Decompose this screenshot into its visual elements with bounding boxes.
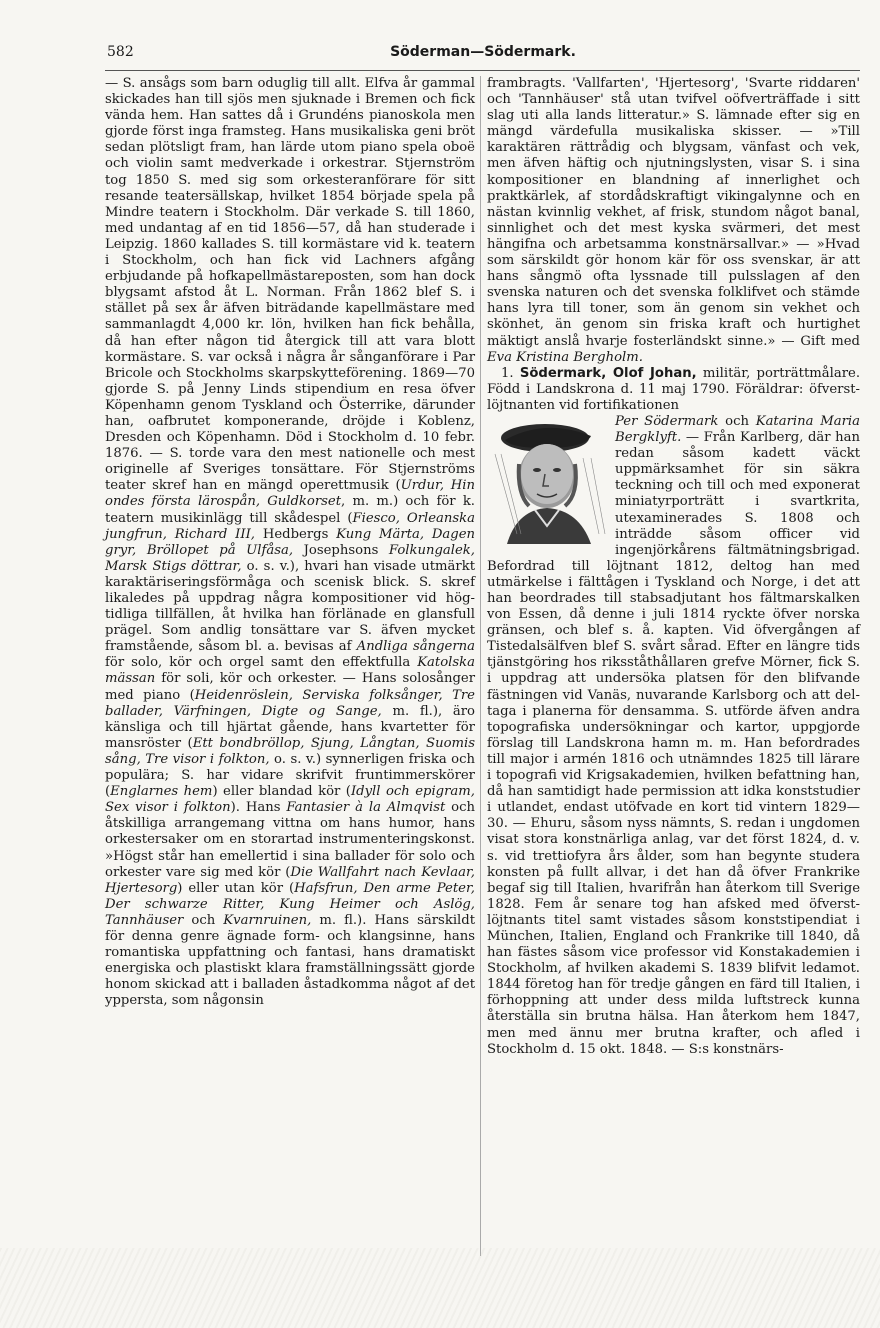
italic-title: Heidenröslein, Serviska folksånger, Tre ballader, Värfningen, Digte og Sange, xyxy=(105,687,475,719)
italic-title: Andliga sångerna xyxy=(356,639,476,655)
text-run: frambragts. 'Vallfarten', 'Hjertesorg', 'Svarte riddaren' och 'Tannhäuser' stå utan tvifvel oöfverträffade i sitt slag uti alla lands litteratur.» S. lämnade efter sig en mängd värdefulla musikaliska skisser. — »Till karaktären rättrådig och blygsam, vänfast och vek, men äfven häftig och njutningslysten, visar S. i sina kompositioner en blandning af innerlighet och praktkärlek, af stordådskraftigt vikingalynne och en nästan kvinnlig vekhet, af frisk, stundom något banal, sinnlighet och det mest kyska svärmeri, det mest hängifna och arbetsamma konstnärsallvar.» — »Hvad som särskildt gör honom kär för oss svenskar, är att hans sångmö ofta lyssnade till pulsslagen af den svenska naturen och det svenska folklifvet och stämde hans lyra till toner, som än genom sin vekhet och skönhet, än genom sin friska kraft och hurtighet mäktigt anslå hvarje fosterländskt sinne.» — Gift med xyxy=(487,76,860,349)
text-run: och xyxy=(183,912,224,928)
right-column xyxy=(487,76,860,1058)
entry-text-soderman xyxy=(105,76,475,1009)
italic-title: Die Wallfahrt nach Kevlaar, Hjertesorg xyxy=(105,864,475,896)
italic-title: Idyll och epigram, Sex visor i folkton xyxy=(105,784,475,816)
italic-title: Urdur, Hin ondes första lärospån, Guldkorset xyxy=(105,478,475,510)
text-run: o. s. v.), hvari han visade utmärkt karaktäriseringsförmåga och scenisk blick. S. skref likaledes på uppdrag några kompositioner vid högtidliga tillfällen, åt hvilka han förlänade en glansfull prägel. Som andlig tonsättare var S. äfven mycket framstående, såsom bl. a. bevisas af xyxy=(105,558,475,655)
text-run: ). Hans xyxy=(230,800,287,816)
text-run: — Från Karlberg, där han redan såsom kadett väckt uppmärksamhet för sin säkra teckning och till och med exponerat miniatyrporträtt i svartkrita, utexaminerades S. 1808 och inträdde såsom officer vid ingenjörkårens fältmätningsbrigad. Befordrad till löjtnant 1812, deltog han med utmärkelse i fälttågen i Tyskland och Norge, i det att han beordrades till stabsadjutant hos fältmarskalken von Essen, då denne i juli 1814 ryckte öfver norska gränsen, och blef s. å. kapten. Vid öfvergången af Tistedalsälfven blef S. svårt sårad. Efter en längre tids tjänstgöring hos riksståthållaren grefve Mörner, fick S. i uppdrag att undersöka platsen för den blifvande fästningen vid Vanäs, nuvarande Karlsborg och att deltaga i planerna för densamma. S. utförde äfven andra topografiska undersökningar och kartor, uppgjorde förslag till Landskrona hamn m. m. Han befordrades till major i armén 1816 och utnämndes 1825 till lärare i topografi vid Krigsakademien, hvilken befattning han, då han samtidigt hade permission att idka konststudier i utlandet, endast utöfvade en kort tid vintern 1829—30. — Ehuru, såsom nyss nämnts, S. redan i ungdomen visat stora konstnärliga anlag, var det först 1824, d. v. s. vid trettiofyra års ålder, som han begynte studera konsten på fullt allvar, i det han då öfver Frankrike begaf sig till Italien, hvarifrån han återkom till Sverige 1828. Fem år senare tog han afsked med öfverstlöjtnants titel samt vistades såsom konststipendiat i München, Italien, England och Frankrike till 1840, då han fästes såsom vice professor vid Konstakademien i Stockholm, af hvilken akademi S. 1839 blifvit ledamot. 1844 företog han för tredje gången en färd till Italien, i förhoppning att under dess milda luftstreck kunna återställa sin brutna hälsa. Han återkom hem 1847, men med ännu mer brutna krafter, och afled i Stockholm d. 15 okt. 1848. — S:s konstnärs- xyxy=(487,430,860,1057)
header-rule xyxy=(105,70,860,71)
text-run: , m. m.) och för k. teatern musikinlägg till skådespel ( xyxy=(105,494,475,526)
text-run: för solo, kör och orgel samt den effektfulla xyxy=(105,655,418,671)
text-run: och xyxy=(718,413,756,429)
spouse-name: Eva Kristina Bergholm. xyxy=(487,349,643,365)
text-run: Hedbergs xyxy=(255,526,337,542)
entry-sodermark-body xyxy=(487,414,860,1058)
text-run: m. fl.). Hans särskildt för denna genre ägnade form- och klangsinne, hans romantiska uppfattning och fantasi, hans dramatiskt energiska och plastiskt klara framställningssätt gjorde honom skickad att i balladen åstadkomma något af det yppersta, som någonsin xyxy=(105,912,475,1009)
page-header xyxy=(107,44,859,66)
italic-title: Fiesco, Orleanska jungfrun, Richard III, xyxy=(105,510,475,542)
italic-title: Folkungalek, Marsk Stigs döttrar, xyxy=(105,542,475,574)
text-run: och åtskilliga arrangemang vittna om hans humor, hans orkestersaker om en storartad instrumenteringskonst. »Högst står han emellertid i sina ballader för solo och orkester vare sig med kör ( xyxy=(105,800,475,880)
left-column xyxy=(105,76,475,1009)
engraved-portrait-icon xyxy=(487,414,609,544)
text-run: militär, porträttmålare. Född i Landskrona d. 11 maj 1790. Föräldrar: öfverstlöjtnanten vid fortifikationen xyxy=(487,365,861,413)
italic-title: Katolska mässan xyxy=(105,655,475,687)
text-run: o. s. v.) synnerligen friska och populära; S. har vidare skrifvit fruntimmerskörer ( xyxy=(105,751,476,800)
italic-title: Ett bondbröllop, Sjung, Långtan, Suomis sång, Tre visor i folkton, xyxy=(105,735,475,767)
italic-title: Kung Märta, Dagen gryr, Bröllopet på Ulfåsa, xyxy=(105,526,476,558)
text-run: — S. ansågs som barn oduglig till allt. Elfva år gammal skickades han till sjös men sjuknade i Bremen och fick vända hem. Han sattes då i Grundéns pianoskola men gjorde först inga framsteg. Hans musikaliska geni bröt sedan plötsligt fram, han lärde utom piano spela oboë och violin samt medverkade i orkestrar. Stjernström tog 1850 S. med sig som orkesteranförare för sitt resande teatersällskap, hvilket 1854 började spela på Mindre teatern i Stockholm. Där verkade S. till 1860, med undantag af en tid 1856—57, då han studerade i Leipzig. 1860 kallades S. till kormästare vid k. teatern i Stockholm, och han fick vid Lachners afgång erbjudande på hofkapellmästareposten, som han dock blygsamt afstod åt L. Norman. Från 1862 blef S. i stället på sex år äfven biträdande kapellmästare med sammanlagdt 4,000 kr. lön, hvilken han fick behålla, då han efter någon tid återgick till att vara blott kormästare. S. var också i några år sånganförare i Par Bricole och Stockholms skarpskytteförening. 1869—70 gjorde S. på Jenny Linds stipendium en resa öfver Köpenhamn genom Tyskland och Österrike, därunder han, oafbrutet komponerande, dröjde i Koblenz, Dresden och Köpenhamn. Död i Stockholm d. 10 febr. 1876. — S. torde vara den mest nationelle och mest originelle af Sveriges tonsättare. För Stjernströms teater skref han en mängd operettmusik ( xyxy=(105,76,475,494)
entry-text-continued xyxy=(487,76,860,366)
entry-sodermark xyxy=(487,366,860,414)
text-run: ) eller utan kör ( xyxy=(177,880,295,896)
italic-title: Hafsfrun, Den arme Peter, Der schwarze Ritter, Kung Heimer och Aslög, Tannhäuser xyxy=(105,880,476,928)
text-run: m. fl.), äro känsliga och till hjärtat gående, hans kvartetter för mansröster ( xyxy=(105,703,475,751)
italic-title: Fantasier à la Almqvist xyxy=(286,800,446,816)
text-run: Josephsons xyxy=(293,542,389,558)
text-run: för soli, kör och orkester. — Hans solosånger med piano ( xyxy=(105,671,475,703)
page-number: 582 xyxy=(107,44,134,60)
mother-name: Katarina Maria Bergklyft. xyxy=(615,413,860,446)
entry-number: 1. xyxy=(501,365,514,381)
italic-title: Englarnes hem xyxy=(110,784,213,800)
scan-noise-texture xyxy=(0,1248,880,1328)
entry-headword: Södermark, Olof Johan, xyxy=(519,365,697,381)
text-run: ) eller blandad kör ( xyxy=(212,784,351,800)
running-title: Söderman—Södermark. xyxy=(390,44,576,60)
father-name: Per Södermark xyxy=(615,413,719,429)
italic-title: Kvarnruinen, xyxy=(223,912,312,928)
column-divider xyxy=(480,76,481,1256)
